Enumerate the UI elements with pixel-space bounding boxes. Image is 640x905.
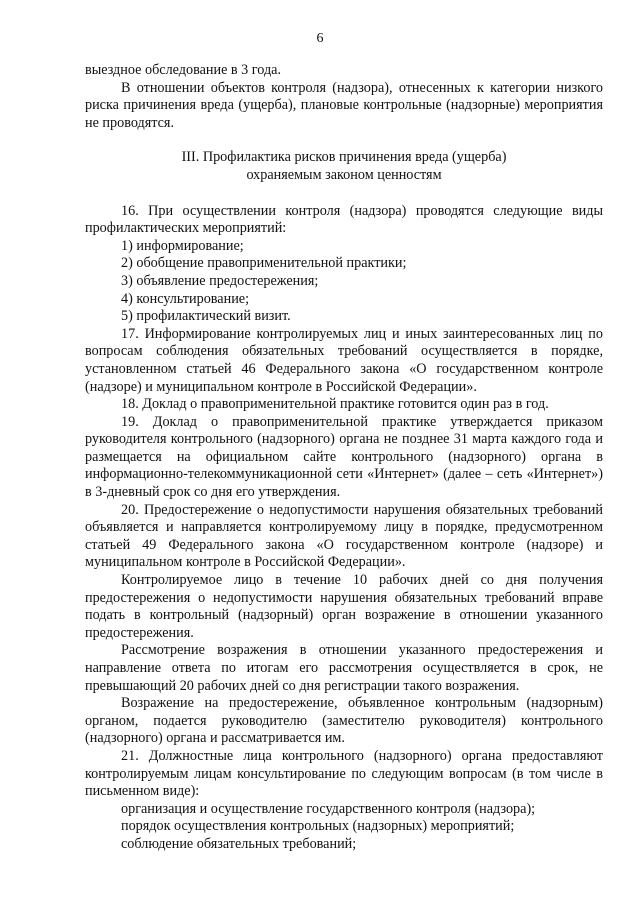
paragraph-20-objection-review: Рассмотрение возражения в отношении указанного предостережения и направление ответа по итогам его рассмотрения осуществляется в срок, не превышающий 20 рабочих дней со дня регистрации такого возражения.: [85, 642, 603, 694]
paragraph-20-objection-filing: Возражение на предостережение, объявленное контрольным (надзорным) органом, подается руководителю (заместителю руководителя) контрольного (надзорного) органа и рассматривается им.: [85, 695, 603, 747]
paragraph-17: 17. Информирование контролируемых лиц и иных заинтересованных лиц по вопросам соблюдения обязательных требований осуществляется в порядке, установленном статьей 46 Федерального закона «О государственном контроле (надзоре) и муниципальном контроле в Российской Федерации».: [85, 325, 603, 395]
low-risk-paragraph: В отношении объектов контроля (надзора), отнесенных к категории низкого риска причинения вреда (ущерба), плановые контрольные (надзорные) мероприятия не проводятся.: [85, 79, 603, 131]
section-heading-line2: охраняемым законом ценностям: [246, 166, 442, 183]
paragraph-16: 16. При осуществлении контроля (надзора) проводятся следующие виды профилактических мероприятий:: [85, 202, 603, 237]
continuation-paragraph: выездное обследование в 3 года.: [85, 62, 282, 78]
list-item: 1) информирование;: [121, 237, 244, 254]
list-item: 4) консультирование;: [121, 290, 250, 307]
paragraph-21: 21. Должностные лица контрольного (надзорного) органа предоставляют контролируемым лицам консультирование по следующим вопросам (в том числе в письменном виде):: [85, 747, 603, 800]
section-heading-line1: III. Профилактика рисков причинения вреда (ущерба): [181, 149, 507, 166]
document-body: [85, 62, 603, 854]
paragraph-19: 19. Доклад о правоприменительной практике утверждается приказом руководителя контрольного (надзорного) органа не позднее 31 марта каждого года и размещается на официальном сайте контрольного (надзорного) органа в информационно-телекоммуникационной сети «Интернет» (далее – сеть «Интернет») в 3-дневный срок со дня его утверждения.: [85, 413, 603, 501]
list-item: порядок осуществления контрольных (надзорных) мероприятий;: [121, 818, 515, 835]
list-item: соблюдение обязательных требований;: [121, 835, 357, 852]
list-item: 2) обобщение правоприменительной практики;: [121, 255, 407, 272]
list-item: 3) объявление предостережения;: [121, 272, 319, 289]
list-item: организация и осуществление государственного контроля (надзора);: [121, 800, 536, 817]
paragraph-18: 18. Доклад о правоприменительной практике готовится один раз в год.: [121, 396, 549, 413]
section-heading: [85, 149, 603, 184]
paragraph-20-objection-right: Контролируемое лицо в течение 10 рабочих дней со дня получения предостережения о недопустимости нарушения обязательных требований вправе подать в контрольный (надзорный) орган возражение в отношении указанного предостережения.: [85, 572, 603, 641]
page-number: 6: [316, 31, 324, 46]
list-item: 5) профилактический визит.: [121, 308, 291, 325]
paragraph-20: 20. Предостережение о недопустимости нарушения обязательных требований объявляется и направляется контролируемому лицу в порядке, предусмотренном статьей 49 Федерального закона «О государственном контроле (надзоре) и муниципальном контроле в Российской Федерации».: [85, 501, 603, 571]
